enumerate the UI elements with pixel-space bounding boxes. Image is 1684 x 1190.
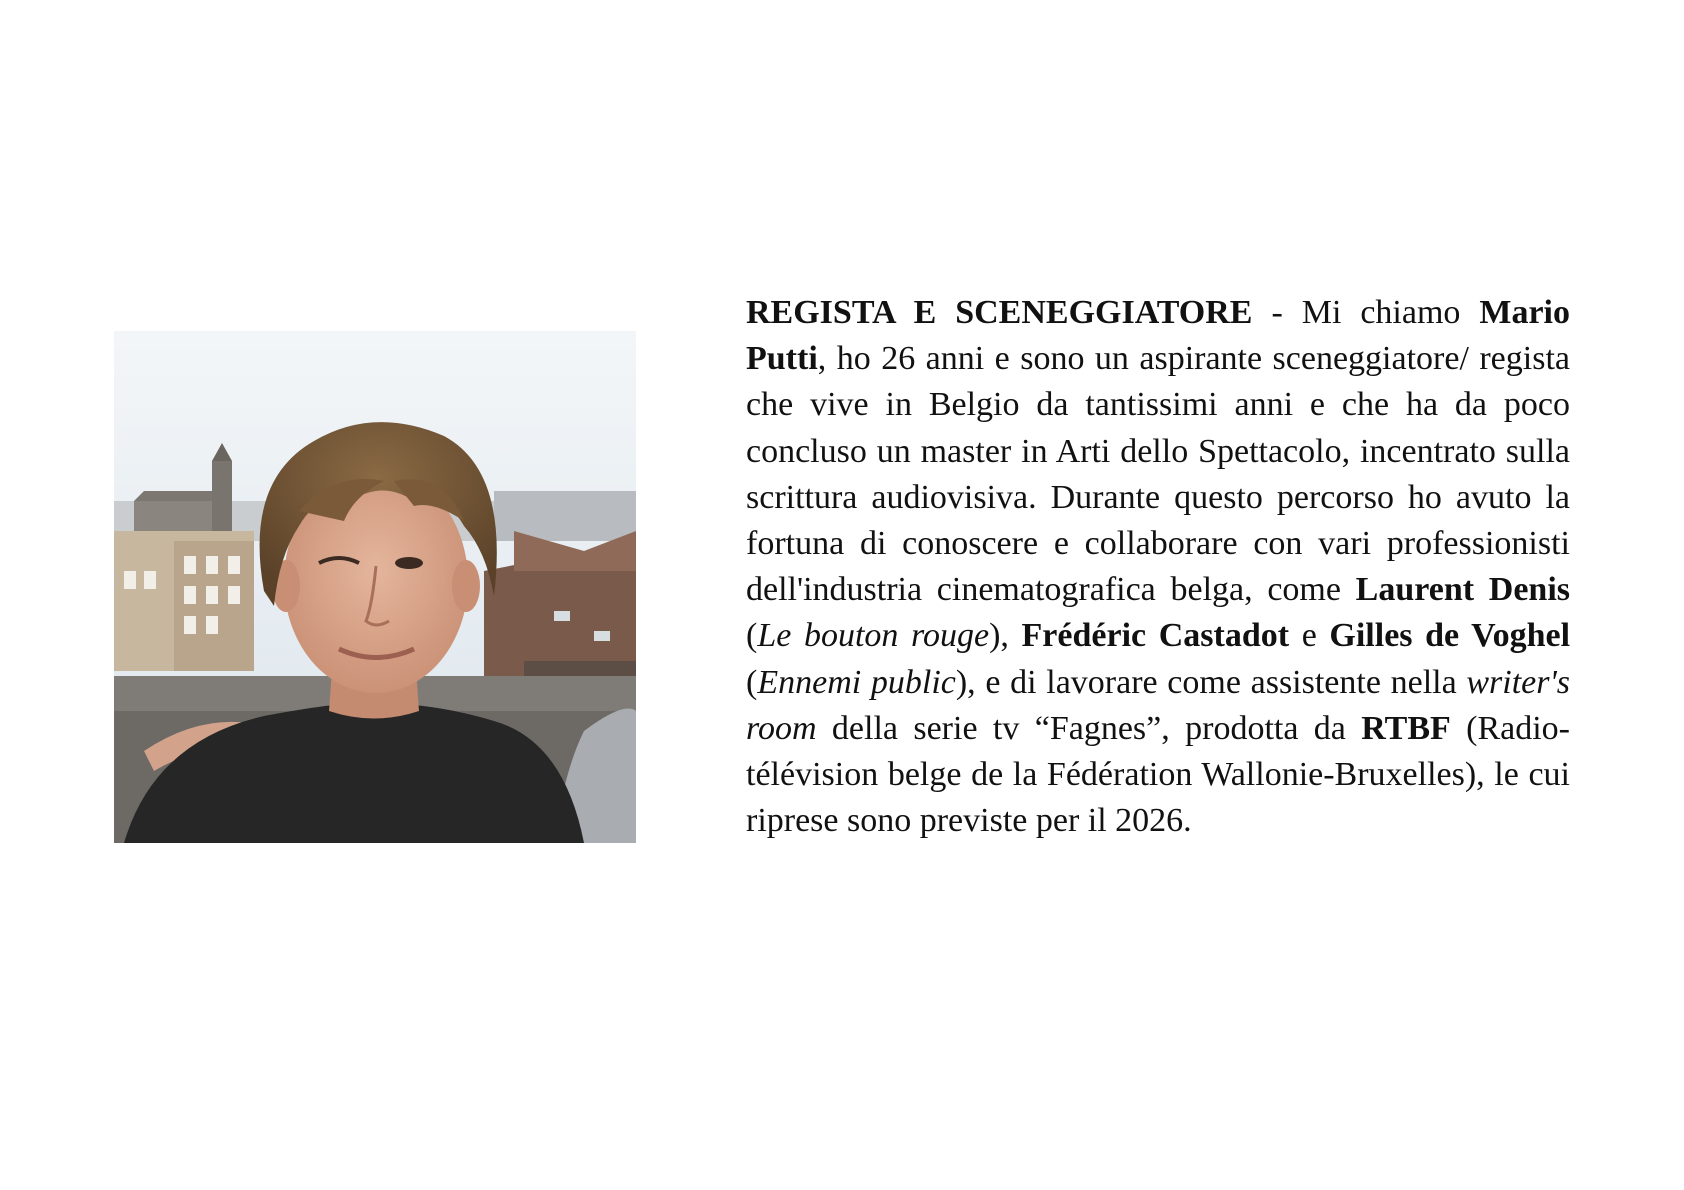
bio-text-1: , ho 26 anni e sono un aspirante sceneggiatore/ regista che vive in Belgio da tantissimi anni e che ha da poco concluso un master in Arti dello Spettacolo, incentrato sulla scrittura audiovisiva. Durante questo percorso ho avuto la fortuna di conoscere e collaborare con vari professionisti dell'industria cinematografica belga, come: [746, 340, 1570, 609]
broadcaster-name: RTBF: [1361, 709, 1451, 747]
role-heading: REGISTA E SCENEGGIATORE: [746, 294, 1253, 331]
writers-room-term: writer's room: [746, 663, 1571, 747]
work-title-2: Ennemi public: [757, 663, 956, 701]
bio-text-2: ), e di lavorare come assistente nella: [955, 663, 1467, 701]
work-title-1: Le bouton rouge: [757, 617, 990, 655]
bio-text-3: della serie tv “Fagnes”, prodotta da: [816, 709, 1362, 747]
person-frederic-castadot: Frédéric Castadot: [1021, 617, 1290, 655]
paren-open-2: (: [746, 663, 758, 701]
portrait-photo: [114, 331, 636, 843]
portrait-illustration: [114, 331, 636, 843]
person-laurent-denis: Laurent Denis: [1355, 571, 1570, 609]
intro-text: - Mi chiamo: [1252, 294, 1480, 331]
conjunction-and: e: [1289, 617, 1330, 655]
bio-text-4: (Radio-télévision belge de la Fédération Wallonie-Bruxelles), le cui riprese sono previste per il 2026.: [746, 709, 1571, 840]
paren-open-1: (: [746, 617, 758, 655]
space-1: [1009, 617, 1022, 654]
paren-close-1: ),: [989, 617, 1009, 655]
bio-paragraph: [746, 290, 1570, 844]
author-name: Mario Putti: [746, 294, 1570, 378]
person-gilles-de-voghel: Gilles de Voghel: [1329, 617, 1571, 655]
